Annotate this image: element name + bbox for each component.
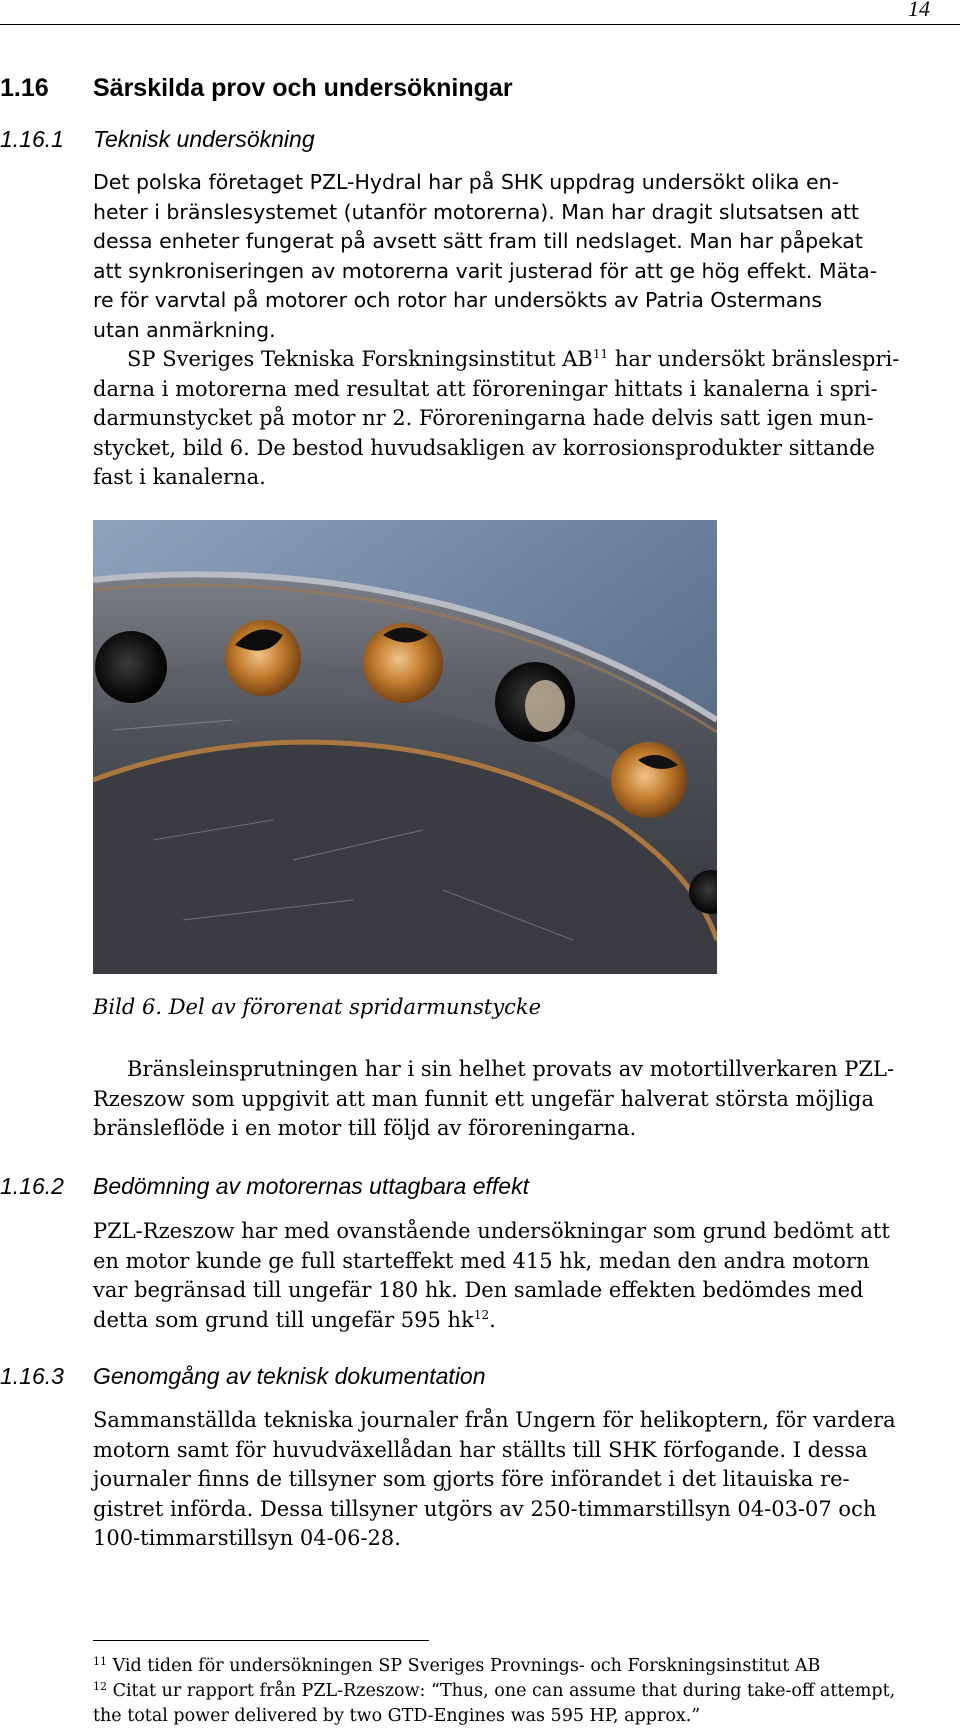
text-line: PZL-Rzeszow har med ovanstående undersökningar som grund bedömt att (93, 1219, 890, 1243)
footnote-mark-12: 12 (93, 1680, 107, 1693)
text-line: fast i kanalerna. (93, 465, 266, 489)
text-line: Bränsleinsprutningen har i sin helhet provats av motortillverkaren PZL- (127, 1057, 895, 1081)
text-fragment: SP Sveriges Tekniska Forskningsinstitut AB (127, 347, 593, 371)
subsection-number-2: 1.16.2 (0, 1173, 64, 1199)
nozzle-photo-image (93, 520, 717, 974)
text-line: 100-timmarstillsyn 04-06-28. (93, 1526, 401, 1550)
text-line (93, 345, 955, 375)
text-line: dessa enheter fungerat på avsett sätt fram till nedslaget. Man har påpekat (93, 229, 863, 253)
subsection-title-1: Teknisk undersökning (93, 126, 315, 152)
text-line: gistret införda. Dessa tillsyner utgörs av 250-timmarstillsyn 04-03-07 och (93, 1496, 877, 1521)
subsection-number-1: 1.16.1 (0, 126, 64, 152)
subsection-title-3: Genomgång av teknisk dokumentation (93, 1363, 486, 1389)
footnotes (93, 1654, 955, 1729)
paragraph-fuel-injection (93, 1055, 955, 1144)
text-line: Det polska företaget PZL-Hydral har på SHK uppdrag undersökt olika en- (93, 170, 839, 194)
footnote-rule (93, 1640, 429, 1641)
footnote-ref-12[interactable]: 12 (473, 1307, 490, 1322)
subsection-title-2: Bedömning av motorernas uttagbara effekt (93, 1173, 529, 1199)
text-line: bränsleflöde i en motor till följd av föroreningarna. (93, 1116, 637, 1140)
text-line: stycket, bild 6. De bestod huvudsakligen av korrosionsprodukter sittande (93, 435, 875, 460)
header-rule (0, 24, 960, 25)
text-line: journaler finns de tillsyner som gjorts före införandet i det litauiska re- (93, 1467, 850, 1491)
text-line: en motor kunde ge full starteffekt med 415 hk, medan den andra motorn (93, 1248, 870, 1273)
section-number: 1.16 (0, 74, 49, 102)
footnote-ref-11[interactable]: 11 (592, 347, 609, 361)
text-line: motorn samt för huvudväxellådan har ställts till SHK förfogande. I dessa (93, 1437, 868, 1462)
text-line: heter i bränslesystemet (utanför motorerna). Man har dragit slutsatsen att (93, 199, 859, 224)
footnote-text: Citat ur rapport från PZL-Rzeszow: “Thus, one can assume that during take-off attempt, (107, 1681, 896, 1701)
footnote-text: Vid tiden för undersökningen SP Sveriges Provnings- och Forskningsinstitut AB (107, 1656, 821, 1676)
page-number: 14 (908, 0, 930, 21)
text-line (93, 1306, 955, 1336)
figure-caption: Bild 6. Del av förorenat spridarmunstycke (93, 995, 542, 1019)
footnote-mark-11: 11 (93, 1655, 107, 1668)
nozzle-photo (93, 520, 717, 974)
text-line: Rzeszow som uppgivit att man funnit ett ungefär halverat största möjliga (93, 1086, 874, 1111)
footnote-12-continued: the total power delivered by two GTD-Engines was 595 HP, approx.” (93, 1706, 701, 1726)
text-fragment: . (489, 1307, 496, 1332)
text-line: darmunstycket på motor nr 2. Föroreningarna hade delvis satt igen mun- (93, 406, 874, 430)
footnote-11 (93, 1654, 955, 1679)
text-line: re för varvtal på motorer och rotor har undersökts av Patria Ostermans (93, 288, 823, 312)
paragraph-engine-power (93, 1217, 955, 1335)
text-line: utan anmärkning. (93, 317, 276, 342)
footnote-12 (93, 1679, 955, 1704)
text-fragment: har undersökt bränslespri- (608, 347, 900, 371)
text-line: darna i motorerna med resultat att föroreningar hittats i kanalerna i spri- (93, 376, 878, 401)
subsection-number-3: 1.16.3 (0, 1363, 64, 1389)
paragraph-documentation (93, 1406, 955, 1554)
paragraph-sp-sveriges (93, 345, 955, 493)
text-line: var begränsad till ungefär 180 hk. Den samlade effekten bedömdes med (93, 1278, 864, 1302)
text-line: att synkroniseringen av motorerna varit justerad för att ge hög effekt. Mäta- (93, 258, 878, 283)
text-fragment: detta som grund till ungefär 595 hk (93, 1307, 474, 1332)
text-line: Sammanställda tekniska journaler från Ungern för helikoptern, för vardera (93, 1408, 896, 1432)
paragraph-hydral (93, 168, 955, 345)
section-title: Särskilda prov och undersökningar (93, 74, 513, 102)
